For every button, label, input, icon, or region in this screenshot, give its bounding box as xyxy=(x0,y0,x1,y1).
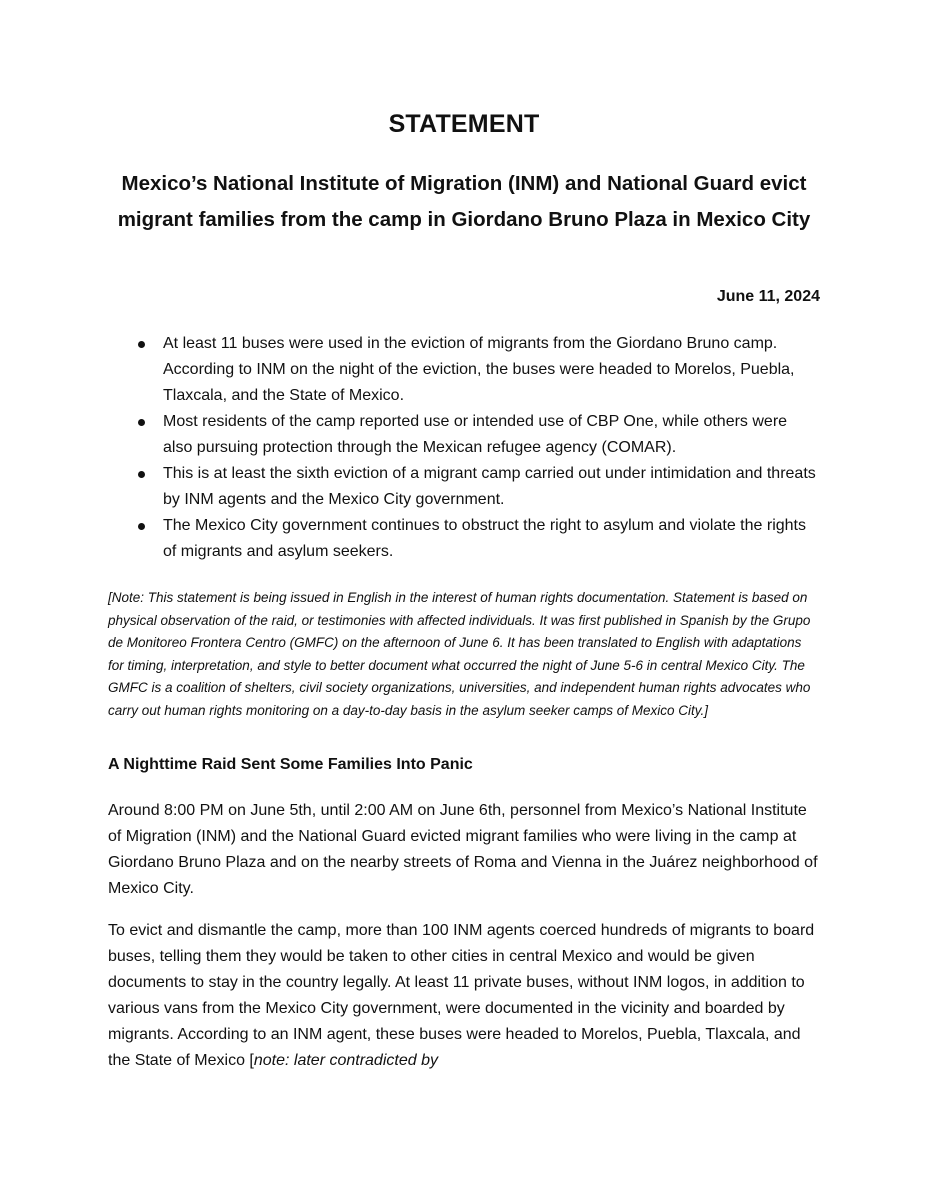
list-item xyxy=(108,331,820,409)
list-item-text: Most residents of the camp reported use or intended use of CBP One, while others were also pursuing protection through the Mexican refugee agency (COMAR). xyxy=(163,413,788,456)
bullet-icon xyxy=(138,419,145,426)
statement-subtitle: Mexico’s National Institute of Migration (INM) and National Guard evict migrant families from the camp in Giordano Bruno Plaza in Mexico City xyxy=(117,172,811,231)
paragraph-2 xyxy=(108,918,820,1074)
statement-title: STATEMENT xyxy=(388,110,540,138)
statement-date: June 11, 2024 xyxy=(716,288,820,305)
list-item xyxy=(108,461,820,513)
list-item xyxy=(108,409,820,461)
paragraph-2-italic-note: note: later contradicted by xyxy=(253,1052,438,1069)
list-item-text: At least 11 buses were used in the eviction of migrants from the Giordano Bruno camp. According to INM on the night of the eviction, the buses were headed to Morelos, Puebla, Tlaxcala, and the State of Mexico. xyxy=(163,335,795,404)
list-item-text: The Mexico City government continues to obstruct the right to asylum and violate the rights of migrants and asylum seekers. xyxy=(163,517,806,560)
section-heading: A Nighttime Raid Sent Some Families Into Panic xyxy=(108,756,473,773)
paragraph-2-text: To evict and dismantle the camp, more than 100 INM agents coerced hundreds of migrants to board buses, telling them they would be taken to other cities in central Mexico and would be given documents to stay in the country legally. At least 11 private buses, without INM logos, in addition to various vans from the Mexico City government, were documented in the vicinity and boarded by migrants. According to an INM agent, these buses were headed to Morelos, Puebla, Tlaxcala, and the State of Mexico [ xyxy=(108,922,815,1069)
translation-note: [Note: This statement is being issued in English in the interest of human rights documentation. Statement is based on physical observation of the raid, or testimonies with affected individuals. It was first published in Spanish by the Grupo de Monitoreo Frontera Centro (GMFC) on the afternoon of June 6. It has been translated to English with adaptations for timing, interpretation, and style to better document what occurred the night of June 5-6 in central Mexico City. The GMFC is a coalition of shelters, civil society organizations, universities, and independent human rights advocates who carry out human rights monitoring on a day-to-day basis in the asylum seeker camps of Mexico City.] xyxy=(108,590,811,718)
bullet-icon xyxy=(138,523,145,530)
document-page xyxy=(108,0,820,1200)
bullet-icon xyxy=(138,471,145,478)
paragraph-1: Around 8:00 PM on June 5th, until 2:00 AM on June 6th, personnel from Mexico’s National Institute of Migration (INM) and the National Guard evicted migrant families who were living in the camp at Giordano Bruno Plaza and on the nearby streets of Roma and Vienna in the Juárez neighborhood of Mexico City. xyxy=(108,802,818,897)
key-points-list xyxy=(108,331,820,565)
list-item xyxy=(108,513,820,565)
bullet-icon xyxy=(138,341,145,348)
list-item-text: This is at least the sixth eviction of a migrant camp carried out under intimidation and threats by INM agents and the Mexico City government. xyxy=(163,465,816,508)
